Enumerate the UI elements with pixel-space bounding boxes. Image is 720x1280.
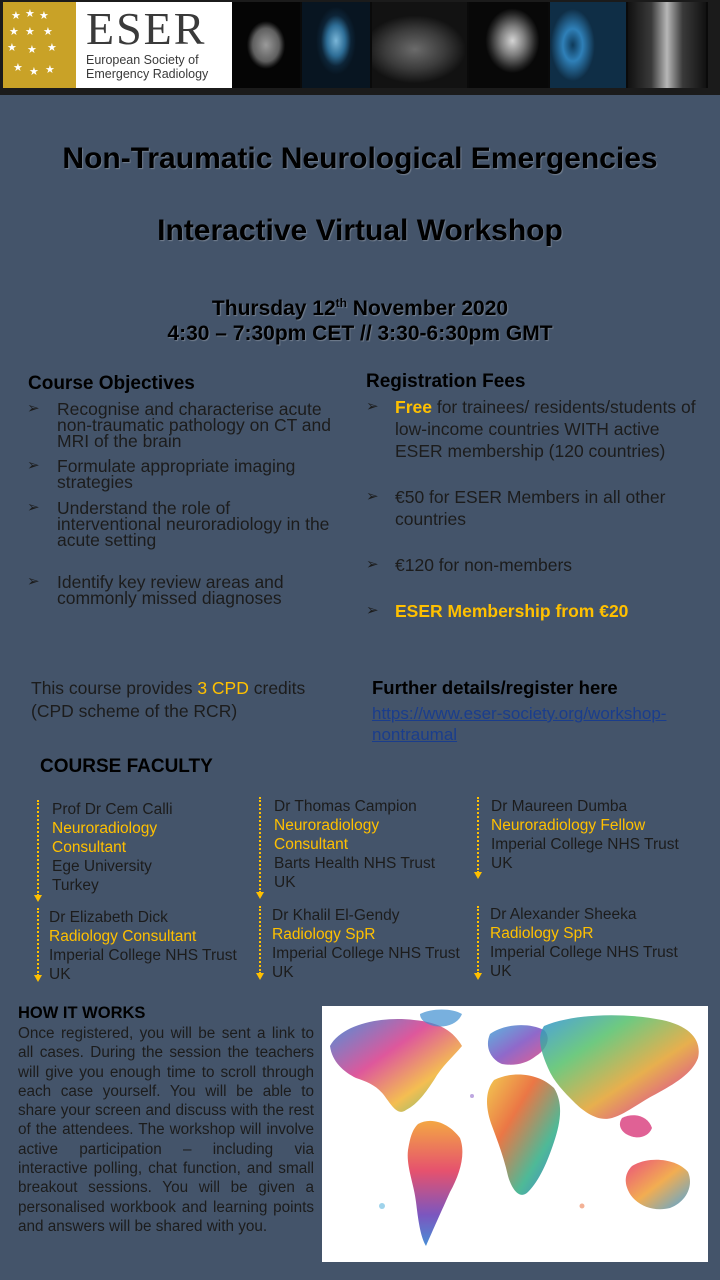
objective-text: Understand the role of interventional neuroradiology in the acute setting (57, 498, 330, 550)
faculty-role: Radiology Consultant (49, 928, 197, 945)
eser-logo (76, 2, 232, 88)
subtitle: Interactive Virtual Workshop (157, 214, 563, 247)
eu-stars-logo (3, 2, 76, 88)
objectives-list (27, 401, 337, 615)
dotted-divider (259, 906, 261, 974)
dotted-divider (37, 800, 39, 896)
arrow-bullet-icon: ➢ (27, 573, 40, 590)
faculty-name: Prof Dr Cem Calli (52, 801, 173, 818)
logo-title: ESER (86, 3, 207, 54)
faculty-country: UK (49, 966, 71, 983)
faculty-name: Dr Khalil El-Gendy (272, 907, 400, 924)
faculty-role: Neuroradiology Consultant (52, 820, 158, 856)
arrow-bullet-icon: ➢ (27, 499, 40, 516)
date-sup: th (335, 296, 347, 310)
list-item (27, 574, 337, 606)
faculty-name: Dr Elizabeth Dick (49, 909, 168, 926)
header-banner (0, 0, 720, 95)
faculty-name: Dr Maureen Dumba (491, 798, 628, 815)
faculty-org: Barts Health NHS Trust (274, 855, 436, 872)
faculty-country: UK (274, 874, 296, 891)
how-text: Once registered, you will be sent a link to all cases. During the session the teachers will give you enough time to scroll through each case yourself. You will be able to share your screen and discuss with the rest of the attendees. The workshop will involve active participation – including via interactive polling, chat function, and small breakout sessions. You will be given a personalised workbook and learning points and answers will be shared with you. (18, 1025, 314, 1235)
faculty-role: Radiology SpR (272, 926, 376, 943)
star-icon: ★ (25, 25, 35, 38)
faculty-country: UK (272, 964, 294, 981)
faculty-heading: COURSE FACULTY (40, 756, 213, 777)
arrow-bullet-icon: ➢ (27, 457, 40, 474)
fee-text: for trainees/ residents/students of low-income countries WITH active ESER membership (120 countries) (395, 397, 696, 461)
how-heading: HOW IT WORKS (18, 1004, 146, 1022)
faculty-country: UK (490, 963, 512, 980)
arrow-bullet-icon: ➢ (366, 556, 379, 573)
arrow-bullet-icon: ➢ (366, 488, 379, 505)
objective-text: Identify key review areas and commonly missed diagnoses (57, 572, 284, 608)
cpd-credits: 3 CPD (197, 678, 249, 698)
list-item (27, 401, 337, 449)
star-icon: ★ (11, 9, 21, 22)
fee-text: €120 for non-members (395, 555, 573, 575)
world-map-image (322, 1006, 708, 1262)
register-link[interactable]: https://www.eser-society.org/workshop-nontraumal (372, 704, 667, 744)
dotted-divider (259, 797, 261, 893)
objectives-heading: Course Objectives (28, 373, 195, 394)
star-icon: ★ (29, 65, 39, 78)
scan-images (232, 2, 708, 88)
star-icon: ★ (27, 43, 37, 56)
faculty-member (274, 797, 474, 892)
dotted-divider (477, 797, 479, 873)
star-icon: ★ (43, 25, 53, 38)
faculty-org: Imperial College NHS Trust (272, 945, 460, 962)
faculty-member (490, 905, 710, 981)
faculty-org: Ege University (52, 858, 152, 875)
arrow-bullet-icon: ➢ (27, 400, 40, 417)
fees-list (366, 396, 706, 622)
objective-text: Formulate appropriate imaging strategies (57, 456, 296, 492)
spine-mri-image (628, 2, 708, 88)
faculty-member (491, 797, 711, 873)
faculty-name: Dr Thomas Campion (274, 798, 417, 815)
arrow-bullet-icon: ➢ (366, 398, 379, 415)
list-item (366, 600, 706, 622)
star-icon: ★ (13, 61, 23, 74)
list-item (366, 396, 706, 462)
chest-xray-image (550, 2, 628, 88)
faculty-name: Dr Alexander Sheeka (490, 906, 637, 923)
cpd-text (31, 677, 351, 723)
membership-fee: ESER Membership from €20 (395, 601, 629, 621)
star-icon: ★ (9, 25, 19, 38)
ct-brain-image (232, 2, 302, 88)
free-label: Free (395, 397, 432, 417)
faculty-member (272, 906, 482, 982)
event-time: 4:30 – 7:30pm CET // 3:30-6:30pm GMT (167, 322, 553, 345)
ultrasound-image (372, 2, 469, 88)
arrow-bullet-icon: ➢ (366, 602, 379, 619)
faculty-role: Neuroradiology Consultant (274, 817, 380, 853)
dotted-divider (477, 906, 479, 974)
faculty-org: Imperial College NHS Trust (49, 947, 237, 964)
star-icon: ★ (25, 7, 35, 20)
objective-text: Recognise and characterise acute non-traumatic pathology on CT and MRI of the brain (57, 399, 332, 451)
main-title: Non-Traumatic Neurological Emergencies (62, 142, 658, 175)
list-item (366, 554, 706, 576)
cpd-before: This course provides (31, 678, 198, 698)
cpd-after: credits (CPD scheme of the RCR) (31, 678, 306, 721)
faculty-role: Radiology SpR (490, 925, 594, 942)
hand-xray-image (302, 2, 372, 88)
register-heading: Further details/register here (372, 677, 618, 698)
faculty-org: Imperial College NHS Trust (490, 944, 678, 961)
faculty-member (49, 908, 259, 984)
event-date (0, 296, 720, 321)
dotted-divider (37, 908, 39, 976)
list-item (366, 486, 706, 530)
fee-text: €50 for ESER Members in all other countries (395, 487, 666, 529)
faculty-org: Imperial College NHS Trust (491, 836, 679, 853)
list-item (27, 458, 337, 490)
logo-subtitle: Emergency Radiology (86, 67, 209, 81)
date-suffix: November 2020 (346, 297, 509, 320)
faculty-member (52, 800, 242, 895)
mri-head-image (469, 2, 550, 88)
logo-subtitle: European Society of (86, 53, 199, 67)
star-icon: ★ (39, 9, 49, 22)
faculty-country: UK (491, 855, 513, 872)
list-item (27, 500, 337, 548)
faculty-role: Neuroradiology Fellow (491, 817, 646, 834)
fees-heading: Registration Fees (366, 371, 526, 392)
star-icon: ★ (47, 41, 57, 54)
faculty-country: Turkey (52, 877, 99, 894)
watercolor-map-icon (322, 1006, 708, 1262)
star-icon: ★ (7, 41, 17, 54)
star-icon: ★ (45, 63, 55, 76)
date-prefix: Thursday 12 (211, 297, 336, 320)
